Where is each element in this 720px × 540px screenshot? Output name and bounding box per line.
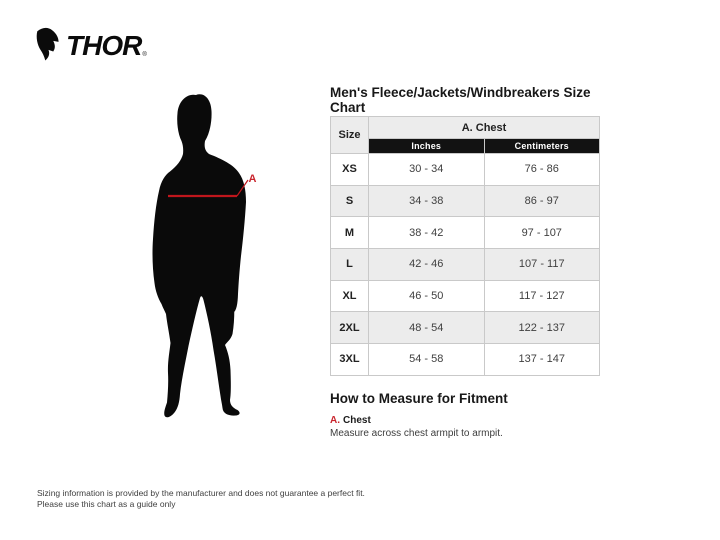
chest-group-header: A. Chest: [369, 117, 600, 139]
size-cell: XS: [331, 154, 369, 186]
table-row-xl: [331, 280, 600, 312]
centimeters-cell: 76 - 86: [484, 154, 600, 186]
measure-item-key: A.: [330, 415, 340, 426]
chest-marker-label: A: [248, 173, 257, 185]
size-cell: XL: [331, 280, 369, 312]
inches-cell: 42 - 46: [369, 249, 485, 281]
size-cell: 3XL: [331, 344, 369, 376]
table-row-l: [331, 249, 600, 281]
inches-cell: 54 - 58: [369, 344, 485, 376]
table-row-m: [331, 217, 600, 249]
body-measurement-diagram: [110, 92, 310, 432]
inches-cell: 48 - 54: [369, 312, 485, 344]
sizing-disclaimer: [37, 488, 367, 510]
size-column-header: Size: [331, 117, 369, 154]
centimeters-cell: 97 - 107: [484, 217, 600, 249]
measure-item-description: Measure across chest armpit to armpit.: [330, 428, 503, 439]
table-row-2xl: [331, 312, 600, 344]
male-silhouette: [153, 94, 247, 417]
size-cell: L: [331, 249, 369, 281]
disclaimer-line-2: Please use this chart as a guide only: [37, 499, 176, 509]
brand-name: THOR: [66, 30, 142, 61]
inches-header: Inches: [369, 139, 485, 154]
size-cell: 2XL: [331, 312, 369, 344]
size-chart-table: [330, 116, 600, 376]
size-cell: S: [331, 185, 369, 217]
thor-helmet-icon: [35, 27, 63, 61]
inches-cell: 46 - 50: [369, 280, 485, 312]
inches-cell: 30 - 34: [369, 154, 485, 186]
centimeters-cell: 122 - 137: [484, 312, 600, 344]
page-title: Men's Fleece/Jackets/Windbreakers Size Chart: [330, 85, 591, 115]
measure-item-chest: [330, 415, 371, 426]
table-row-xs: [331, 154, 600, 186]
brand-logo: [35, 27, 147, 61]
measure-item-label: Chest: [343, 415, 371, 426]
centimeters-header: Centimeters: [484, 139, 600, 154]
centimeters-cell: 86 - 97: [484, 185, 600, 217]
size-cell: M: [331, 217, 369, 249]
registered-mark: ®: [142, 52, 147, 58]
inches-cell: 34 - 38: [369, 185, 485, 217]
table-row-s: [331, 185, 600, 217]
table-row-3xl: [331, 344, 600, 376]
inches-cell: 38 - 42: [369, 217, 485, 249]
measure-guide-heading: How to Measure for Fitment: [330, 391, 508, 406]
centimeters-cell: 107 - 117: [484, 249, 600, 281]
centimeters-cell: 137 - 147: [484, 344, 600, 376]
centimeters-cell: 117 - 127: [484, 280, 600, 312]
disclaimer-line-1: Sizing information is provided by the manufacturer and does not guarantee a perfect fit.: [37, 488, 365, 498]
